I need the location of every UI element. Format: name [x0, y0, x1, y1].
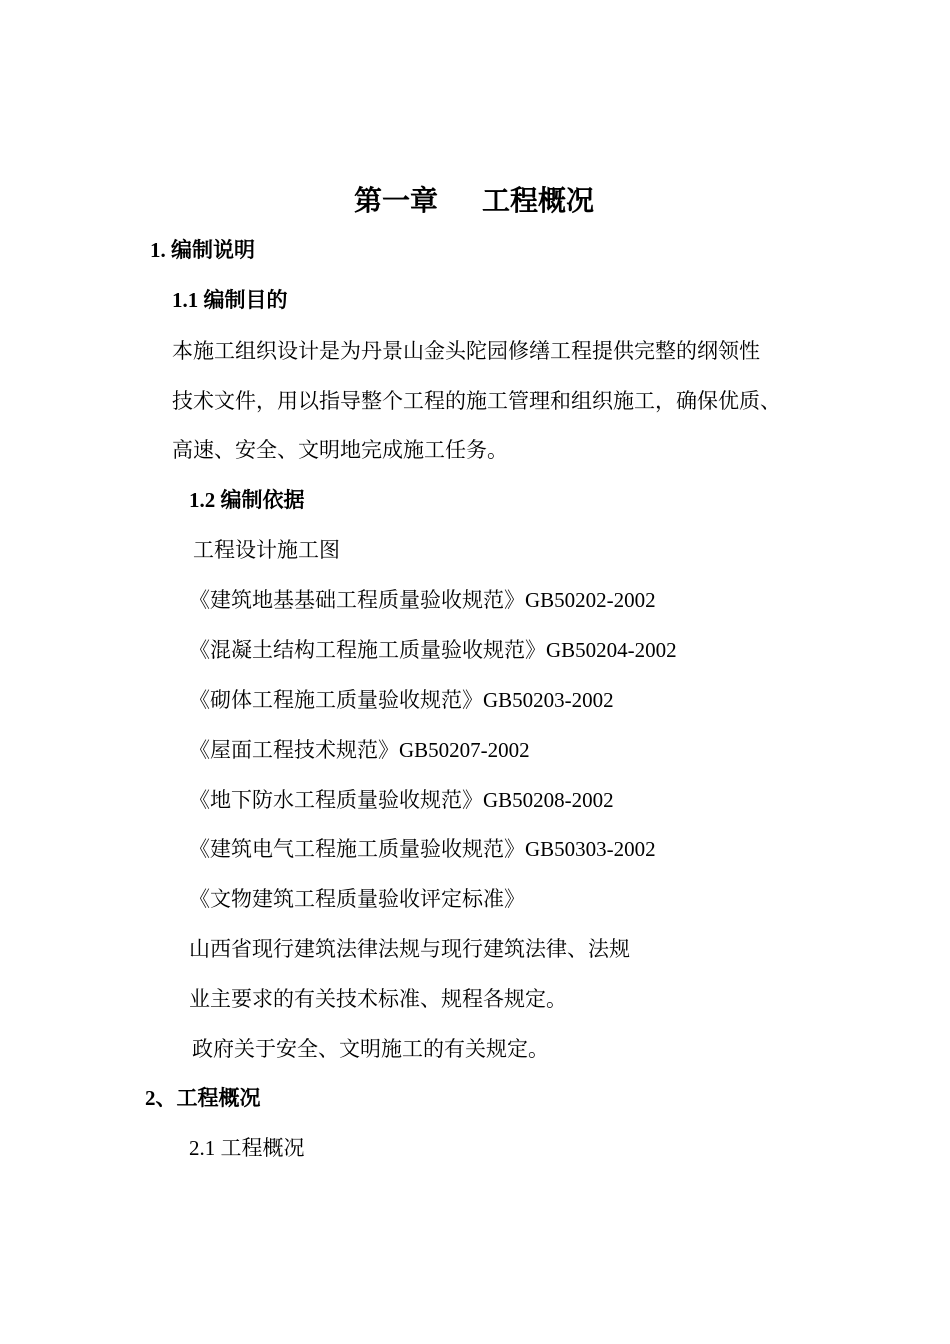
section-1-2-heading: 1.2 编制依据 — [189, 488, 305, 512]
basis-item: 《文物建筑工程质量验收评定标准》 — [189, 887, 525, 911]
purpose-paragraph-line: 高速、安全、文明地完成施工任务。 — [172, 438, 508, 462]
purpose-paragraph-line: 本施工组织设计是为丹景山金头陀园修缮工程提供完整的纲领性 — [172, 339, 760, 363]
chapter-title — [354, 184, 594, 220]
basis-item: 《地下防水工程质量验收规范》GB50208-2002 — [189, 788, 614, 812]
purpose-paragraph-line: 技术文件，用以指导整个工程的施工管理和组织施工，确保优质、 — [172, 389, 781, 413]
basis-item: 工程设计施工图 — [193, 538, 340, 562]
basis-item: 《屋面工程技术规范》GB50207-2002 — [189, 738, 530, 762]
basis-item: 《建筑地基基础工程质量验收规范》GB50202-2002 — [189, 588, 656, 612]
chapter-name: 工程概况 — [482, 186, 595, 217]
basis-item: 《混凝土结构工程施工质量验收规范》GB50204-2002 — [189, 638, 677, 662]
basis-item: 山西省现行建筑法律法规与现行建筑法律、法规 — [189, 937, 630, 961]
section-2-1-heading: 2.1 工程概况 — [189, 1136, 305, 1160]
section-2-heading: 2、工程概况 — [145, 1086, 261, 1110]
section-1-1-heading: 1.1 编制目的 — [172, 288, 288, 312]
chapter-number: 第一章 — [354, 186, 439, 217]
basis-item: 《砌体工程施工质量验收规范》GB50203-2002 — [189, 688, 614, 712]
basis-item: 业主要求的有关技术标准、规程各规定。 — [189, 987, 567, 1011]
basis-item: 政府关于安全、文明施工的有关规定。 — [192, 1037, 549, 1061]
section-1-heading: 1. 编制说明 — [150, 238, 255, 262]
basis-item: 《建筑电气工程施工质量验收规范》GB50303-2002 — [189, 837, 656, 861]
